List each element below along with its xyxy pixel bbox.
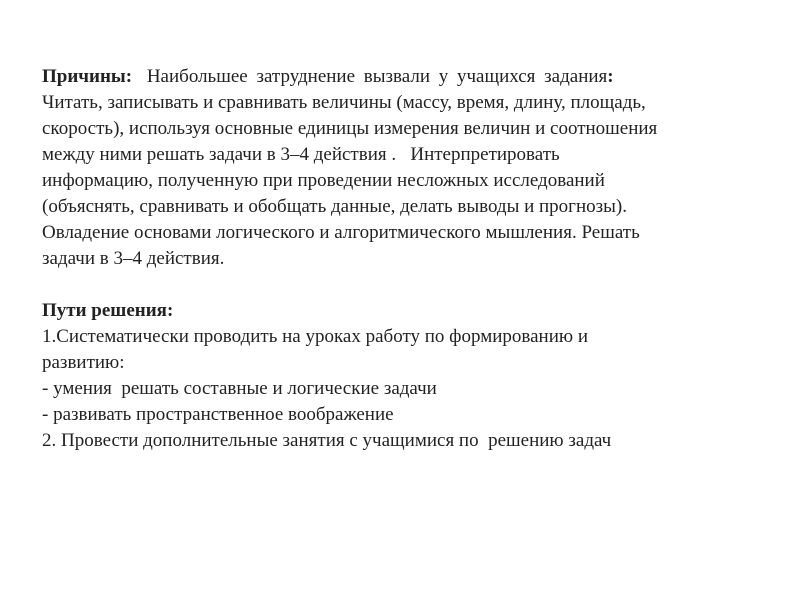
solutions-line: - умения решать составные и логические задачи [42, 378, 437, 399]
slide-text-body [42, 64, 782, 454]
solutions-line: 2. Провести дополнительные занятия с учащимися по решению задач [42, 430, 612, 451]
causes-line: Овладение основами логического и алгоритмического мышления. Решать [42, 222, 640, 243]
causes-intro-colon: : [607, 66, 614, 87]
causes-line: информацию, полученную при проведении несложных исследований [42, 170, 605, 191]
causes-line: Читать, записывать и сравнивать величины (массу, время, длину, площадь, [42, 92, 646, 113]
causes-line: между ними решать задачи в 3–4 действия . Интерпретировать [42, 144, 560, 165]
solutions-heading: Пути решения: [42, 300, 174, 321]
causes-line: (объяснять, сравнивать и обобщать данные, делать выводы и прогнозы). [42, 196, 627, 217]
solutions-line: 1.Систематически проводить на уроках работу по формированию и [42, 326, 588, 347]
causes-line: задачи в 3–4 действия. [42, 248, 225, 269]
causes-line: скорость), используя основные единицы измерения величин и соотношения [42, 118, 658, 139]
paragraph-gap [42, 272, 782, 298]
causes-heading: Причины: [42, 66, 133, 87]
solutions-line: развитию: [42, 352, 125, 373]
causes-heading-line [42, 64, 782, 90]
solutions-line: - развивать пространственное воображение [42, 404, 394, 425]
causes-intro: Наибольшее затруднение вызвали у учащихся задания [146, 66, 608, 87]
